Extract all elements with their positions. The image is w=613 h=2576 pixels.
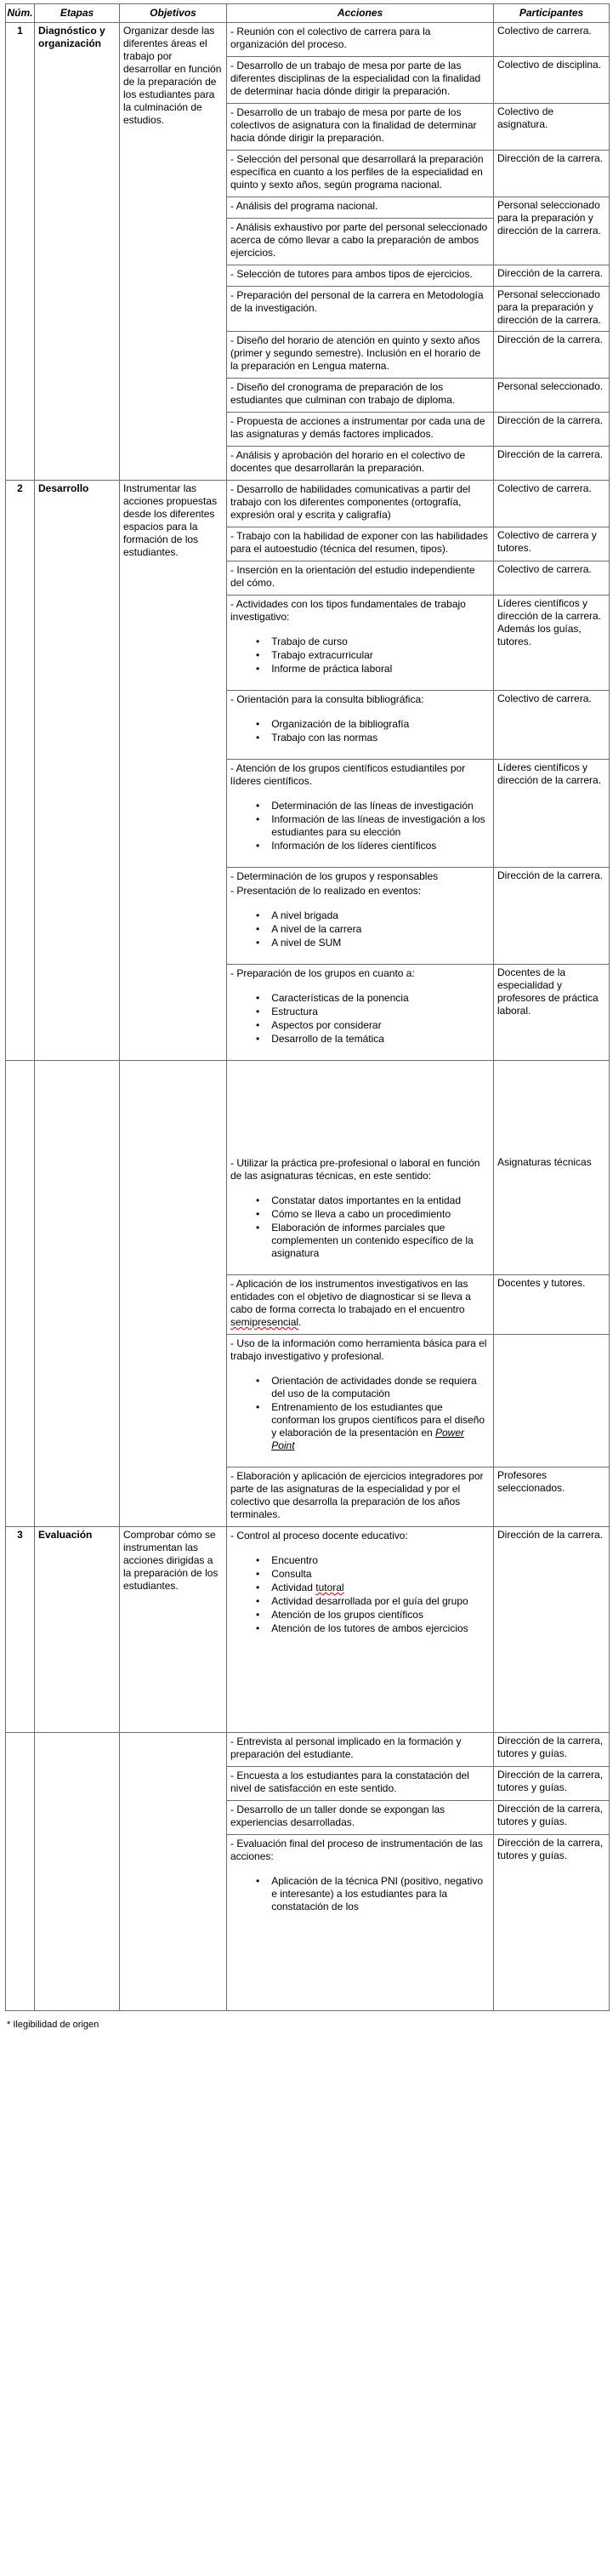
- action-cell: [227, 527, 494, 561]
- action-cell: [227, 1275, 494, 1335]
- action-paragraph: [230, 530, 490, 556]
- bullet-text: [271, 992, 490, 1005]
- bullet-text: [271, 635, 490, 648]
- text-segment: - Atención de los grupos científicos estudiantiles por líderes científicos.: [230, 762, 466, 787]
- bullet-list: [256, 1875, 490, 1913]
- text-segment: A nivel de la carrera: [271, 923, 362, 935]
- bullet-icon: •: [256, 909, 260, 921]
- bullet-item: [256, 1033, 490, 1046]
- action-cell: [227, 481, 494, 527]
- action-paragraph: [230, 26, 490, 51]
- bullet-icon: •: [256, 732, 260, 744]
- bullet-icon: •: [256, 718, 260, 730]
- bullet-item: [256, 1554, 490, 1567]
- participant-cell: Colectivo de carrera.: [494, 481, 610, 527]
- bullet-icon: •: [256, 840, 260, 852]
- participant-cell: Dirección de la carrera.: [494, 413, 610, 447]
- bullet-item: [256, 1222, 490, 1260]
- text-segment: Elaboración de informes parciales que complementen un contenido específico de la asignatura: [271, 1222, 474, 1259]
- num-cell: [6, 1733, 35, 2011]
- bullet-list: [256, 1375, 490, 1452]
- text-segment: Actividad: [271, 1582, 316, 1593]
- bullet-icon: •: [256, 992, 260, 1004]
- participant-cell: Docentes de la especialidad y profesores de práctica laboral.: [494, 965, 610, 1061]
- bullet-text: [271, 1006, 490, 1018]
- stages-table: [5, 3, 610, 2011]
- bullet-icon: •: [256, 1622, 260, 1634]
- bullet-item: [256, 1006, 490, 1018]
- etapa-cell: Evaluación: [35, 1527, 120, 1733]
- bullet-text: [271, 718, 490, 731]
- objetivo-cell: Instrumentar las acciones propuestas desde los diferentes espacios para la formación de los estudiantes.: [120, 481, 227, 1061]
- table-body: [6, 23, 610, 2011]
- participant-cell: Dirección de la carrera, tutores y guías.: [494, 1801, 610, 1835]
- action-cell: [227, 691, 494, 760]
- text-segment: - Análisis del programa nacional.: [230, 200, 378, 212]
- participant-cell: Dirección de la carrera, tutores y guías.: [494, 1733, 610, 1767]
- action-cell: [227, 596, 494, 691]
- bullet-text: [271, 663, 490, 675]
- bullet-list: [256, 992, 490, 1046]
- action-cell: [227, 379, 494, 413]
- action-paragraph: [230, 415, 490, 441]
- action-paragraph: [230, 1838, 490, 1863]
- objetivo-cell: [120, 1061, 227, 1527]
- text-segment: Información de los líderes científicos: [271, 840, 437, 852]
- bullet-item: [256, 923, 490, 936]
- bullet-item: [256, 813, 490, 839]
- text-segment: Organización de la bibliografía: [271, 718, 410, 730]
- participant-cell: Líderes científicos y dirección de la carrera.: [494, 760, 610, 868]
- text-segment: Trabajo de curso: [271, 635, 348, 647]
- participant-cell: Colectivo de carrera.: [494, 561, 610, 596]
- action-paragraph: [230, 334, 490, 373]
- bullet-text: [271, 1595, 490, 1608]
- action-cell: [227, 23, 494, 57]
- text-segment: - Reunión con el colectivo de carrera para la organización del proceso.: [230, 26, 431, 50]
- text-segment: - Orientación para la consulta bibliográfica:: [230, 693, 424, 705]
- bullet-text: [271, 1622, 490, 1635]
- bullet-text: [271, 649, 490, 662]
- action-paragraph: [230, 1278, 490, 1329]
- participant-cell: [494, 1335, 610, 1468]
- action-paragraph: [230, 870, 490, 883]
- bullet-text: [271, 1609, 490, 1621]
- action-paragraph: [230, 885, 490, 898]
- bullet-item: [256, 840, 490, 852]
- action-paragraph: [230, 1157, 490, 1183]
- text-segment: Estructura: [271, 1006, 318, 1017]
- table-row: [6, 481, 610, 527]
- spellcheck-text-segment: semipresencial: [230, 1316, 299, 1328]
- num-cell: 3: [6, 1527, 35, 1733]
- action-cell: [227, 1767, 494, 1801]
- bullet-item: [256, 992, 490, 1005]
- bullet-item: [256, 1208, 490, 1221]
- participant-cell: Líderes científicos y dirección de la carrera. Además los guías, tutores.: [494, 596, 610, 691]
- participant-cell: Dirección de la carrera.: [494, 447, 610, 481]
- bullet-icon: •: [256, 923, 260, 935]
- action-cell: [227, 151, 494, 197]
- objetivo-cell: Organizar desde las diferentes áreas el trabajo por desarrollar en función de la preparación de los estudiantes para la culminación de estudios.: [120, 23, 227, 481]
- bullet-icon: •: [256, 1194, 260, 1206]
- action-paragraph: [230, 693, 490, 706]
- bullet-text: [271, 1582, 490, 1594]
- participant-cell: Personal seleccionado para la preparación y dirección de la carrera.: [494, 197, 610, 265]
- table-row: [6, 1733, 610, 1767]
- col-header-num: Núm.: [6, 4, 35, 23]
- text-segment: - Aplicación de los instrumentos investigativos en las entidades con el objetivo de diagnosticar si se lleva a cabo de forma correcta lo trabajado en el encuentro: [230, 1278, 471, 1315]
- table-header-row: [6, 4, 610, 23]
- bullet-text: [271, 1033, 490, 1046]
- action-cell: [227, 265, 494, 287]
- bullet-icon: •: [256, 1609, 260, 1621]
- text-segment: - Inserción en la orientación del estudio independiente del cómo.: [230, 564, 475, 589]
- text-segment: Cómo se lleva a cabo un procedimiento: [271, 1208, 451, 1220]
- text-segment: - Desarrollo de un trabajo de mesa por parte de los colectivos de asignatura con la finalidad de determinar hacia dónde dirigir la preparación.: [230, 106, 477, 144]
- bullet-icon: •: [256, 1582, 260, 1593]
- bullet-text: [271, 1554, 490, 1567]
- col-header-etapas: Etapas: [35, 4, 120, 23]
- action-cell: [227, 332, 494, 379]
- action-paragraph: [230, 221, 490, 259]
- table-row: [6, 1527, 610, 1733]
- text-segment: Determinación de las líneas de investigación: [271, 800, 474, 812]
- participant-cell: Dirección de la carrera.: [494, 151, 610, 197]
- bullet-icon: •: [256, 635, 260, 647]
- bullet-item: [256, 663, 490, 675]
- text-segment: - Análisis exhaustivo por parte del personal seleccionado acerca de cómo llevar a cabo la preparación de ambos ejercicios.: [230, 221, 488, 259]
- text-segment: Información de las líneas de investigación a los estudiantes para su elección: [271, 813, 485, 838]
- etapa-cell: [35, 1061, 120, 1527]
- action-paragraph: [230, 1470, 490, 1521]
- bullet-icon: •: [256, 1568, 260, 1580]
- participant-cell: Colectivo de asignatura.: [494, 104, 610, 151]
- bullet-text: [271, 813, 490, 839]
- action-cell: [227, 219, 494, 265]
- text-segment: - Análisis y aprobación del horario en el colectivo de docentes que desarrollarán la preparación.: [230, 449, 466, 474]
- action-paragraph: [230, 1804, 490, 1829]
- participant-cell: Dirección de la carrera, tutores y guías.: [494, 1835, 610, 2011]
- bullet-item: [256, 1622, 490, 1635]
- bullet-text: [271, 1208, 490, 1221]
- text-segment: - Determinación de los grupos y responsables: [230, 870, 439, 882]
- text-segment: - Propuesta de acciones a instrumentar por cada una de las asignaturas y demás factores implicados.: [230, 415, 485, 440]
- bullet-item: [256, 800, 490, 812]
- participant-cell: Profesores seleccionados.: [494, 1468, 610, 1527]
- action-cell: [227, 197, 494, 219]
- bullet-list: [256, 909, 490, 949]
- action-paragraph: [230, 483, 490, 521]
- action-paragraph: [230, 381, 490, 407]
- num-cell: 2: [6, 481, 35, 1061]
- action-cell: [227, 1801, 494, 1835]
- bullet-item: [256, 732, 490, 744]
- bullet-list: [256, 1194, 490, 1260]
- text-segment: - Selección de tutores para ambos tipos de ejercicios.: [230, 268, 473, 280]
- action-paragraph: [230, 564, 490, 590]
- text-segment: Informe de práctica laboral: [271, 663, 393, 675]
- bullet-item: [256, 1401, 490, 1452]
- bullet-text: [271, 937, 490, 949]
- bullet-icon: •: [256, 1033, 260, 1045]
- participant-cell: Dirección de la carrera.: [494, 1527, 610, 1733]
- participant-cell: Colectivo de carrera.: [494, 23, 610, 57]
- action-paragraph: [230, 762, 490, 788]
- bullet-text: [271, 1194, 490, 1207]
- action-cell: [227, 868, 494, 965]
- text-segment: - Preparación del personal de la carrera en Metodología de la investigación.: [230, 289, 484, 314]
- bullet-text: [271, 1568, 490, 1581]
- bullet-item: [256, 635, 490, 648]
- action-cell: [227, 1335, 494, 1468]
- text-segment: - Diseño del horario de atención en quinto y sexto años (primer y segundo semestre). Inclusión en el horario de la preparación en Lengua materna.: [230, 334, 481, 372]
- bullet-item: [256, 937, 490, 949]
- action-cell: [227, 965, 494, 1061]
- etapa-cell: Desarrollo: [35, 481, 120, 1061]
- bullet-icon: •: [256, 1222, 260, 1234]
- bullet-item: [256, 1595, 490, 1608]
- bullet-text: [271, 840, 490, 852]
- bullet-text: [271, 923, 490, 936]
- participant-cell: Dirección de la carrera.: [494, 868, 610, 965]
- action-cell: [227, 287, 494, 332]
- action-paragraph: [230, 106, 490, 145]
- text-segment: Aspectos por considerar: [271, 1019, 382, 1031]
- action-cell: [227, 1527, 494, 1733]
- bullet-icon: •: [256, 1554, 260, 1566]
- action-cell: [227, 57, 494, 104]
- action-cell: [227, 561, 494, 596]
- bullet-icon: •: [256, 813, 260, 825]
- action-cell: [227, 447, 494, 481]
- participant-cell: Colectivo de disciplina.: [494, 57, 610, 104]
- participant-cell: Dirección de la carrera, tutores y guías.: [494, 1767, 610, 1801]
- action-cell: [227, 1835, 494, 2011]
- text-segment: Atención de los grupos científicos: [271, 1609, 423, 1621]
- bullet-icon: •: [256, 800, 260, 812]
- action-paragraph: [230, 60, 490, 98]
- bullet-icon: •: [256, 663, 260, 675]
- bullet-item: [256, 1582, 490, 1594]
- text-segment: Trabajo extracurricular: [271, 649, 373, 661]
- text-segment: Consulta: [271, 1568, 312, 1580]
- participant-cell: Dirección de la carrera.: [494, 332, 610, 379]
- bullet-icon: •: [256, 937, 260, 949]
- text-segment: - Diseño del cronograma de preparación de los estudiantes que culminan con trabajo de diploma.: [230, 381, 456, 406]
- bullet-item: [256, 1019, 490, 1032]
- participant-cell: Personal seleccionado para la preparación y dirección de la carrera.: [494, 287, 610, 332]
- text-segment: Actividad desarrollada por el guía del grupo: [271, 1595, 468, 1607]
- text-segment: Características de la ponencia: [271, 992, 409, 1004]
- bullet-icon: •: [256, 1019, 260, 1031]
- text-segment: - Elaboración y aplicación de ejercicios integradores por parte de las asignaturas de la especialidad y por el colectivo que desarrolla la preparación de los años terminales.: [230, 1470, 484, 1520]
- bullet-icon: •: [256, 1595, 260, 1607]
- participant-cell: Personal seleccionado.: [494, 379, 610, 413]
- bullet-list: [256, 635, 490, 675]
- text-segment: Encuentro: [271, 1554, 318, 1566]
- objetivo-cell: [120, 1733, 227, 2011]
- text-segment: Constatar datos importantes en la entidad: [271, 1194, 462, 1206]
- bullet-item: [256, 1194, 490, 1207]
- participant-cell: Asignaturas técnicas: [494, 1061, 610, 1275]
- objetivo-cell: Comprobar cómo se instrumentan las acciones dirigidas a la preparación de los estudiantes.: [120, 1527, 227, 1733]
- table-row: [6, 1061, 610, 1275]
- bullet-item: [256, 1609, 490, 1621]
- term-text-segment: Power Point: [271, 1427, 465, 1451]
- participant-cell: Colectivo de carrera y tutores.: [494, 527, 610, 561]
- bullet-item: [256, 1568, 490, 1581]
- etapa-cell: [35, 1733, 120, 2011]
- bullet-text: [271, 732, 490, 744]
- bullet-text: [271, 1222, 490, 1260]
- bullet-icon: •: [256, 1875, 260, 1887]
- bullet-icon: •: [256, 1006, 260, 1017]
- bullet-icon: •: [256, 1375, 260, 1387]
- bullet-text: [271, 1401, 490, 1452]
- num-cell: [6, 1061, 35, 1527]
- text-segment: - Presentación de lo realizado en eventos:: [230, 885, 422, 897]
- text-segment: Trabajo con las normas: [271, 732, 378, 744]
- action-cell: [227, 760, 494, 868]
- col-header-acciones: Acciones: [227, 4, 494, 23]
- bullet-list: [256, 718, 490, 744]
- text-segment: .: [298, 1316, 302, 1328]
- action-cell: [227, 1468, 494, 1527]
- action-cell: [227, 1061, 494, 1275]
- action-paragraph: [230, 289, 490, 315]
- footnote: * Ilegibilidad de origen: [7, 2020, 99, 2030]
- bullet-item: [256, 649, 490, 662]
- action-paragraph: [230, 1530, 490, 1542]
- action-paragraph: [230, 200, 490, 213]
- num-cell: 1: [6, 23, 35, 481]
- text-segment: - Trabajo con la habilidad de exponer con las habilidades para el autoestudio (técnica del resumen, tipos).: [230, 530, 488, 555]
- text-segment: - Preparación de los grupos en cuanto a:: [230, 967, 415, 979]
- text-segment: - Evaluación final del proceso de instrumentación de las acciones:: [230, 1838, 483, 1862]
- text-segment: Orientación de actividades donde se requiera del uso de la computación: [271, 1375, 477, 1399]
- bullet-text: [271, 800, 490, 812]
- bullet-text: [271, 1875, 490, 1913]
- text-segment: Aplicación de la técnica PNI (positivo, negativo e interesante) a los estudiantes para la constatación de los: [271, 1875, 484, 1912]
- bullet-text: [271, 1019, 490, 1032]
- bullet-item: [256, 1375, 490, 1400]
- table-row: [6, 23, 610, 57]
- action-paragraph: [230, 268, 490, 281]
- bullet-list: [256, 1554, 490, 1635]
- col-header-objetivos: Objetivos: [120, 4, 227, 23]
- action-paragraph: [230, 153, 490, 191]
- text-segment: - Utilizar la práctica pre-profesional o laboral en función de las asignaturas técnicas, en este sentido:: [230, 1157, 480, 1182]
- etapa-cell: Diagnóstico y organización: [35, 23, 120, 481]
- action-paragraph: [230, 1337, 490, 1363]
- text-segment: Desarrollo de la temática: [271, 1033, 384, 1045]
- bullet-icon: •: [256, 1208, 260, 1220]
- text-segment: Atención de los tutores de ambos ejercicios: [271, 1622, 468, 1634]
- action-paragraph: [230, 1770, 490, 1795]
- bullet-item: [256, 909, 490, 922]
- text-segment: - Actividades con los tipos fundamentales de trabajo investigativo:: [230, 598, 466, 623]
- action-paragraph: [230, 449, 490, 475]
- text-segment: - Desarrollo de habilidades comunicativas a partir del trabajo con los diferentes componentes (ortografía, expresión oral y escrita y caligrafía): [230, 483, 471, 521]
- action-paragraph: [230, 1735, 490, 1761]
- text-segment: - Uso de la información como herramienta básica para el trabajo investigativo y profesional.: [230, 1337, 487, 1362]
- text-segment: A nivel de SUM: [271, 937, 342, 949]
- text-segment: A nivel brigada: [271, 909, 338, 921]
- bullet-text: [271, 1375, 490, 1400]
- action-paragraph: [230, 598, 490, 624]
- action-paragraph: [230, 967, 490, 980]
- text-segment: - Desarrollo de un taller donde se expongan las experiencias desarrolladas.: [230, 1804, 446, 1828]
- bullet-icon: •: [256, 1401, 260, 1413]
- text-segment: - Control al proceso docente educativo:: [230, 1530, 408, 1542]
- text-segment: - Entrevista al personal implicado en la formación y preparación del estudiante.: [230, 1735, 462, 1760]
- bullet-icon: •: [256, 649, 260, 661]
- participant-cell: Docentes y tutores.: [494, 1275, 610, 1335]
- text-segment: - Selección del personal que desarrollará la preparación específica en cuanto a los perfiles de la especialidad en quinto y sexto años, según programa nacional.: [230, 153, 484, 191]
- text-segment: - Desarrollo de un trabajo de mesa por parte de las diferentes disciplinas de la especialidad con la finalidad de determinar hacia dónde dirigir la preparación.: [230, 60, 481, 97]
- bullet-text: [271, 909, 490, 922]
- bullet-item: [256, 1875, 490, 1913]
- bullet-list: [256, 800, 490, 852]
- spellcheck-text-segment: tutoral: [315, 1582, 344, 1593]
- bullet-item: [256, 718, 490, 731]
- participant-cell: Dirección de la carrera.: [494, 265, 610, 287]
- col-header-participantes: Participantes: [494, 4, 610, 23]
- action-cell: [227, 1733, 494, 1767]
- participant-cell: Colectivo de carrera.: [494, 691, 610, 760]
- text-segment: Entrenamiento de los estudiantes que conforman los grupos científicos para el diseño y elaboración de la presentación en: [271, 1401, 485, 1439]
- text-segment: - Encuesta a los estudiantes para la constatación del nivel de satisfacción en este sentido.: [230, 1770, 469, 1794]
- action-cell: [227, 413, 494, 447]
- action-cell: [227, 104, 494, 151]
